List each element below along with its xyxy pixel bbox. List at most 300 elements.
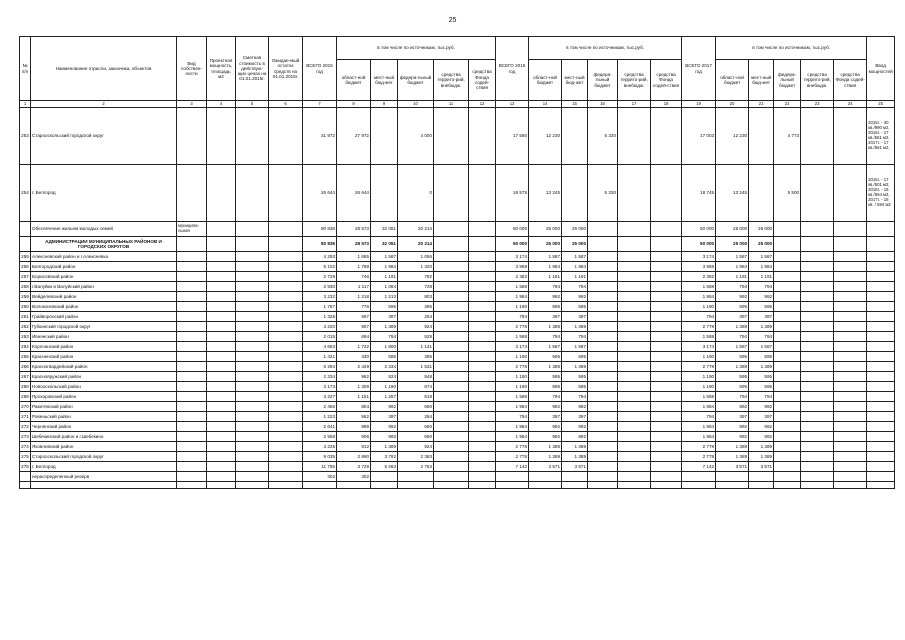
row-number: 266 (20, 362, 31, 372)
row-ownership (177, 462, 207, 472)
row-value (469, 165, 496, 222)
row-value (618, 302, 651, 312)
row-value (618, 332, 651, 342)
row-value (749, 108, 774, 165)
header-n: № п/п (20, 37, 31, 101)
row-value: 794 (562, 392, 588, 402)
row-ownership: муниципа-льная (177, 222, 207, 237)
col-number: 9 (371, 101, 398, 108)
row-value: 992 (562, 422, 588, 432)
row-value: 2 334 (303, 372, 337, 382)
header-src-fed: федера-льный бюджет (588, 60, 618, 101)
row-value (588, 382, 618, 392)
row-value (651, 382, 682, 392)
row-value: 25 000 (529, 237, 562, 252)
row-value: 1 389 (749, 452, 774, 462)
row-value: 5 263 (371, 462, 398, 472)
row-value: 397 (529, 412, 562, 422)
row-number: 275 (20, 452, 31, 462)
row-value: 1 151 (337, 392, 371, 402)
col-number: 13 (496, 101, 529, 108)
row-value (618, 322, 651, 332)
row-value: 660 (398, 422, 434, 432)
row-value (651, 452, 682, 462)
row-value (269, 222, 303, 237)
row-capacity: 2015г. - 30 кв./990 м2, 2016г. - 17 кв./561 м2, 2017г. - 17 кв./561 м2, (867, 108, 895, 165)
row-value: 31 972 (303, 108, 337, 165)
district-row (20, 452, 895, 462)
row-number: 262 (20, 322, 31, 332)
row-value: 5 500 (774, 165, 801, 222)
blank-cell (774, 482, 801, 489)
row-value (834, 342, 867, 352)
row-value: 80 838 (303, 222, 337, 237)
row-value (269, 302, 303, 312)
row-ownership (177, 452, 207, 462)
row-value: 2 729 (303, 272, 337, 282)
blank-row (20, 482, 895, 489)
blank-cell (682, 482, 716, 489)
district-row (20, 462, 895, 472)
row-value: 396 (398, 302, 434, 312)
row-value (774, 312, 801, 322)
district-row (20, 302, 895, 312)
row-value: 1 328 (303, 312, 337, 322)
blank-cell (269, 482, 303, 489)
row-value: 18 575 (496, 165, 529, 222)
row-value (434, 442, 469, 452)
row-value: 26 644 (337, 165, 371, 222)
row-value: 562 (337, 412, 371, 422)
row-value (716, 472, 749, 482)
row-value (562, 165, 588, 222)
row-value: 1 984 (682, 292, 716, 302)
row-value: 794 (562, 282, 588, 292)
row-value (588, 452, 618, 462)
row-value (801, 292, 834, 302)
row-value: 50 000 (496, 222, 529, 237)
row-value: 1 191 (716, 272, 749, 282)
row-capacity (867, 472, 895, 482)
row-value: 397 (562, 312, 588, 322)
row-value (236, 252, 269, 262)
row-value (588, 422, 618, 432)
row-value (434, 165, 469, 222)
row-name: Красногвардейский район (31, 362, 177, 372)
row-value (774, 452, 801, 462)
row-value: 1 191 (371, 272, 398, 282)
header-vid: Вид собствен-ности (177, 37, 207, 101)
row-value (588, 442, 618, 452)
row-ownership (177, 422, 207, 432)
row-value: 794 (749, 392, 774, 402)
row-name: Прохоровский район (31, 392, 177, 402)
row-value: 819 (398, 392, 434, 402)
row-value: 5 330 (588, 108, 618, 165)
row-value (269, 312, 303, 322)
row-number: 263 (20, 332, 31, 342)
row-value (434, 372, 469, 382)
district-row (20, 352, 895, 362)
row-value (434, 392, 469, 402)
row-value: 1 320 (398, 262, 434, 272)
row-capacity (867, 292, 895, 302)
row-value (774, 372, 801, 382)
row-value: 397 (529, 312, 562, 322)
row-value: 1 984 (496, 422, 529, 432)
row-value (801, 372, 834, 382)
row-ownership (177, 442, 207, 452)
row-value (801, 382, 834, 392)
row-ownership (177, 312, 207, 322)
header-cost: Сметная стоимость в действую-щих ценах на 01.01.2015г. (236, 37, 269, 101)
row-value (801, 342, 834, 352)
row-value (588, 432, 618, 442)
row-value (269, 452, 303, 462)
header-src-mest: мест-ный бюд-жет (562, 60, 588, 101)
row-value: 924 (398, 442, 434, 452)
row-value: 1 587 (716, 252, 749, 262)
row-value: 794 (529, 332, 562, 342)
row-value: 1 191 (749, 272, 774, 282)
row-value: 1 389 (716, 452, 749, 462)
row-value (801, 362, 834, 372)
row-value (774, 352, 801, 362)
row-value (207, 342, 236, 352)
row-value: 1 722 (337, 342, 371, 352)
row-value: 804 (337, 402, 371, 412)
row-value: 794 (749, 332, 774, 342)
row-value: 1 190 (496, 372, 529, 382)
row-value (774, 222, 801, 237)
row-value: 3 782 (371, 452, 398, 462)
row-value: 13 245 (529, 165, 562, 222)
row-value (236, 237, 269, 252)
row-value: 992 (716, 402, 749, 412)
row-value: 50 000 (682, 222, 716, 237)
row-value (651, 282, 682, 292)
row-value: 989 (337, 422, 371, 432)
blank-cell (588, 482, 618, 489)
row-name: Красненский район (31, 352, 177, 362)
row-value (269, 402, 303, 412)
header-vvod: Ввод мощностей (867, 37, 895, 101)
row-value: 1 587 (716, 342, 749, 352)
row-value (207, 382, 236, 392)
row-value (207, 432, 236, 442)
row-value: 694 (337, 332, 371, 342)
row-value (236, 402, 269, 412)
row-value (207, 452, 236, 462)
row-value: 794 (682, 412, 716, 422)
row-value (269, 392, 303, 402)
row-value: 3 174 (682, 252, 716, 262)
row-value: 4 663 (303, 342, 337, 352)
row-value: 992 (749, 432, 774, 442)
row-value (618, 292, 651, 302)
col-number: 18 (651, 101, 682, 108)
table-header (20, 37, 895, 101)
row-value: 567 (337, 312, 371, 322)
row-value (207, 282, 236, 292)
row-value (496, 472, 529, 482)
row-value: 1 056 (398, 252, 434, 262)
row-value (834, 382, 867, 392)
row-value: 25 000 (749, 222, 774, 237)
col-number: 24 (834, 101, 867, 108)
header-remain: Ожидае-мый остаток средств на 01.01.2015г. (269, 37, 303, 101)
object-row (20, 165, 895, 222)
col-number: 10 (398, 101, 434, 108)
row-number: 258 (20, 282, 31, 292)
row-name: Краснояружский район (31, 372, 177, 382)
row-value (207, 462, 236, 472)
row-value (651, 222, 682, 237)
row-value (469, 422, 496, 432)
header-total-2015: ВСЕГО 2015 год (303, 37, 337, 101)
district-row (20, 362, 895, 372)
row-value: 32 051 (371, 237, 398, 252)
row-value: 3 232 (303, 292, 337, 302)
row-value: 794 (562, 332, 588, 342)
row-value: 3 571 (716, 462, 749, 472)
row-value (588, 392, 618, 402)
row-value (434, 312, 469, 322)
row-capacity (867, 382, 895, 392)
row-name: Шебекинский район и г.Шебекино (31, 432, 177, 442)
row-value (774, 442, 801, 452)
row-value (434, 352, 469, 362)
row-value (618, 282, 651, 292)
row-value: 2 930 (303, 282, 337, 292)
row-value: 912 (337, 442, 371, 452)
row-value (269, 165, 303, 222)
row-value: 794 (682, 312, 716, 322)
row-value (618, 312, 651, 322)
row-ownership (177, 332, 207, 342)
row-value (651, 392, 682, 402)
row-value (774, 422, 801, 432)
row-value (774, 252, 801, 262)
row-value (236, 322, 269, 332)
row-value: 17 560 (496, 108, 529, 165)
row-value (774, 292, 801, 302)
row-value (774, 402, 801, 412)
blank-cell (371, 482, 398, 489)
row-value: 1 984 (496, 402, 529, 412)
header-name: Наименование отрасли, заказчика, объектов (31, 37, 177, 101)
row-value (269, 322, 303, 332)
row-value (834, 372, 867, 382)
row-value: 1 389 (562, 442, 588, 452)
district-row (20, 382, 895, 392)
col-number: 16 (588, 101, 618, 108)
row-number: 259 (20, 292, 31, 302)
row-value: 595 (749, 302, 774, 312)
row-value: 1 984 (716, 262, 749, 272)
row-value (588, 262, 618, 272)
row-value: 1 191 (562, 272, 588, 282)
row-value (588, 342, 618, 352)
row-value (236, 422, 269, 432)
row-value: 1 389 (562, 452, 588, 462)
row-value (588, 362, 618, 372)
row-value (269, 282, 303, 292)
district-row (20, 272, 895, 282)
row-value (618, 432, 651, 442)
row-value: 397 (562, 412, 588, 422)
row-capacity (867, 237, 895, 252)
row-name: Новооскольский район (31, 382, 177, 392)
row-value (207, 108, 236, 165)
row-value (469, 332, 496, 342)
row-value (651, 352, 682, 362)
row-value: 20 214 (398, 237, 434, 252)
row-value (618, 252, 651, 262)
row-value: 803 (398, 292, 434, 302)
row-value (801, 272, 834, 282)
row-value (434, 402, 469, 412)
row-value (834, 402, 867, 412)
row-value (469, 472, 496, 482)
row-value: 1 389 (749, 442, 774, 452)
row-value: 1 587 (371, 252, 398, 262)
row-value (207, 362, 236, 372)
row-value: 794 (529, 282, 562, 292)
row-value (207, 322, 236, 332)
row-value (434, 252, 469, 262)
row-value: 5 102 (303, 262, 337, 272)
row-value: 1 389 (562, 362, 588, 372)
row-value: 992 (562, 292, 588, 302)
row-value (434, 382, 469, 392)
row-value (834, 237, 867, 252)
row-capacity (867, 372, 895, 382)
row-value (801, 422, 834, 432)
row-value: 7 142 (496, 462, 529, 472)
row-value: 794 (716, 392, 749, 402)
row-value (801, 282, 834, 292)
row-value (207, 352, 236, 362)
row-value (618, 237, 651, 252)
row-value (269, 262, 303, 272)
row-capacity (867, 362, 895, 372)
district-row (20, 312, 895, 322)
row-value: 992 (371, 402, 398, 412)
row-value: 1 587 (562, 252, 588, 262)
row-value (236, 412, 269, 422)
row-value: 1 190 (496, 382, 529, 392)
row-value: 992 (371, 432, 398, 442)
row-value (469, 108, 496, 165)
row-value (682, 472, 716, 482)
row-value (749, 472, 774, 482)
row-value: 1 389 (529, 452, 562, 462)
row-value: 1 257 (371, 392, 398, 402)
row-value (236, 262, 269, 272)
row-value: 264 (398, 312, 434, 322)
row-value: 992 (562, 432, 588, 442)
row-value (207, 472, 236, 482)
row-value: 992 (716, 422, 749, 432)
row-value: 794 (716, 332, 749, 342)
row-value: 1 223 (303, 412, 337, 422)
row-value (269, 108, 303, 165)
row-value: 3 729 (337, 462, 371, 472)
row-value (469, 312, 496, 322)
row-name: АДМИНИСТРАЦИИ МУНИЦИПАЛЬНЫХ РАЙОНОВ И ГОРОДСКИХ ОКРУГОВ (31, 237, 177, 252)
row-value: 794 (529, 392, 562, 402)
row-value: 1 389 (529, 442, 562, 452)
row-value (469, 237, 496, 252)
col-number: 12 (469, 101, 496, 108)
row-value (774, 412, 801, 422)
row-value: 2 778 (682, 322, 716, 332)
row-ownership (177, 342, 207, 352)
row-value: 595 (529, 372, 562, 382)
row-value (618, 382, 651, 392)
row-value (651, 412, 682, 422)
district-row (20, 282, 895, 292)
row-value (236, 392, 269, 402)
row-value: 595 (529, 352, 562, 362)
row-value (834, 272, 867, 282)
row-capacity: 2015г. - 17 кв./501 м2, 2016г. - 18 кв./594 м2, 2017г. - 18 кв. / 594 м2 (867, 165, 895, 222)
row-value: 992 (716, 432, 749, 442)
row-value: 50 000 (496, 237, 529, 252)
row-value (834, 432, 867, 442)
row-value (651, 462, 682, 472)
blank-cell (303, 482, 337, 489)
row-value (588, 292, 618, 302)
row-value: 794 (749, 282, 774, 292)
row-value: 1 767 (303, 302, 337, 312)
row-value (834, 392, 867, 402)
row-value (207, 237, 236, 252)
row-value: 1 984 (682, 422, 716, 432)
row-value: 25 000 (529, 222, 562, 237)
row-value: 1 190 (682, 352, 716, 362)
row-value: 3 173 (303, 382, 337, 392)
row-value (236, 312, 269, 322)
row-value (269, 292, 303, 302)
row-ownership (177, 382, 207, 392)
row-value (588, 302, 618, 312)
row-value (269, 472, 303, 482)
row-value: 2 778 (496, 362, 529, 372)
row-capacity (867, 302, 895, 312)
row-value: 992 (529, 292, 562, 302)
row-value: 2 778 (496, 452, 529, 462)
row-value (618, 272, 651, 282)
header-src-terr: средства террито-рий, внебюдж. (618, 60, 651, 101)
row-value: 1 587 (529, 342, 562, 352)
row-value (834, 332, 867, 342)
row-ownership (177, 262, 207, 272)
row-value: 728 (398, 282, 434, 292)
row-value: 430 (337, 352, 371, 362)
row-value (834, 292, 867, 302)
row-number (20, 237, 31, 252)
row-capacity (867, 392, 895, 402)
row-value (207, 262, 236, 272)
header-src-terr: средства террито-рий, внебюдж. (801, 60, 834, 101)
row-value: 1 389 (529, 362, 562, 372)
row-value: 962 (337, 372, 371, 382)
district-row (20, 442, 895, 452)
row-value (269, 412, 303, 422)
blank-cell (177, 482, 207, 489)
